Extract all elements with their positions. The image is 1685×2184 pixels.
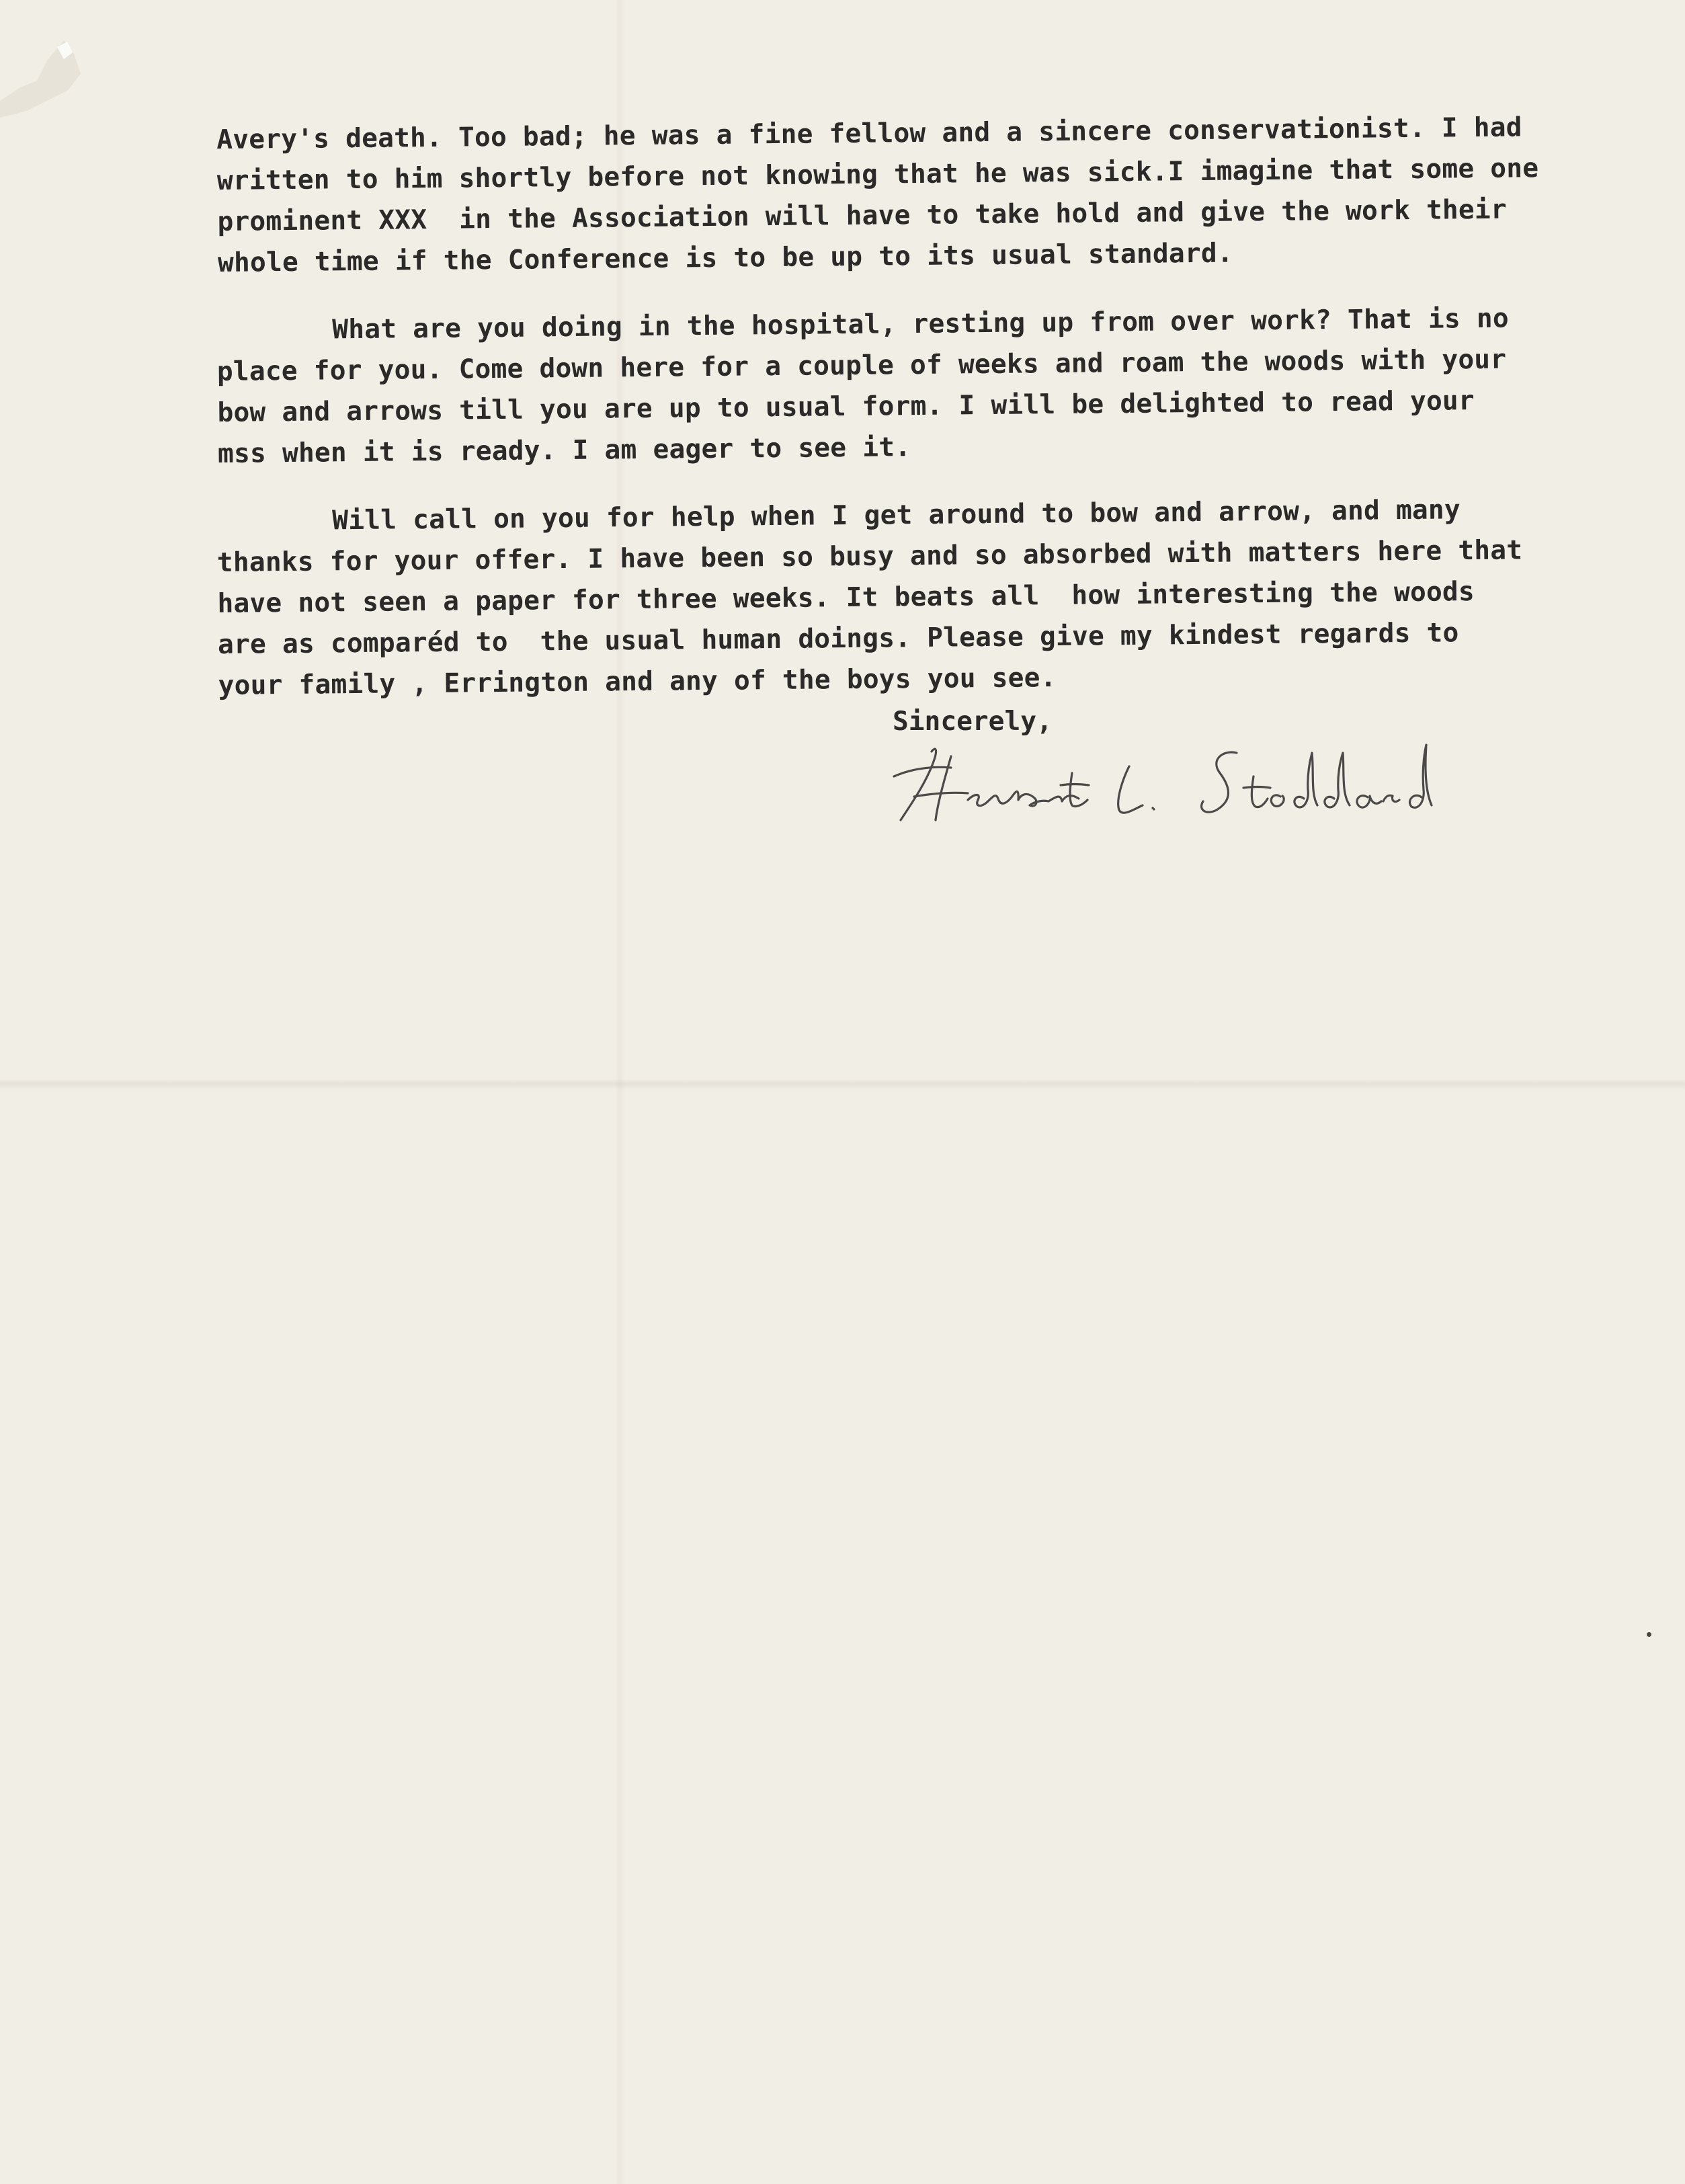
torn-corner-mark: [0, 0, 87, 134]
paragraph-line: thanks for your offer. I have been so busy and so absorbed with matters here that: [216, 534, 1523, 578]
paragraph-2: [216, 297, 1602, 475]
paragraph-line: bow and arrows till you are up to usual form. I will be delighted to read your: [217, 385, 1475, 428]
paragraph-1: [216, 106, 1602, 284]
paper-speck: [1647, 1632, 1651, 1637]
paragraph-line: place for you. Come down here for a couple of weeks and roam the woods with your: [216, 343, 1507, 387]
closing-salutation: Sincerely,: [893, 706, 1053, 737]
paragraph-line: Avery's death. Too bad; he was a fine fellow and a sincere conservationist. I had: [216, 112, 1522, 155]
handwritten-signature: [887, 726, 1438, 840]
paragraph-line: are as comparéd to the usual human doings. Please give my kindest regards to: [217, 617, 1459, 660]
paragraph-line: mss when it is ready. I am eager to see it.: [217, 432, 911, 469]
paragraph-line: have not seen a paper for three weeks. It beats all how interesting the woods: [217, 576, 1475, 619]
paragraph-line: written to him shortly before not knowing that he was sick.I imagine that some one: [216, 153, 1539, 196]
paragraph-line: your family , Errington and any of the boys you see.: [218, 662, 1057, 701]
paragraph-line: Will call on you for help when I get around to bow and arrow, and many: [332, 494, 1461, 536]
paragraph-line: prominent XXX in the Association will have to take hold and give the work their: [217, 194, 1508, 237]
letter-body: [216, 112, 1601, 733]
paragraph-3: [216, 488, 1603, 706]
paragraph-line: What are you doing in the hospital, resting up from over work? That is no: [332, 302, 1510, 346]
paragraph-line: whole time if the Conference is to be up to its usual standard.: [217, 237, 1234, 278]
